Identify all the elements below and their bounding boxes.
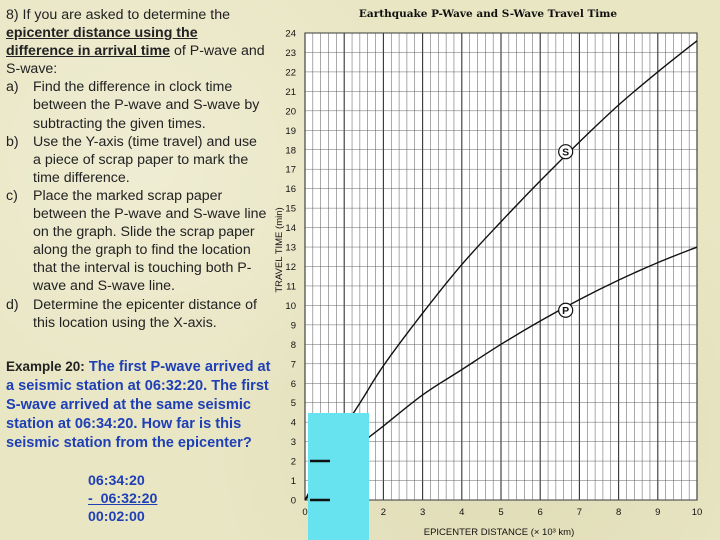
y-tick-label: 5 xyxy=(290,398,296,410)
y-tick-label: 13 xyxy=(285,242,296,254)
y-tick-label: 23 xyxy=(285,47,296,59)
step-item xyxy=(6,78,268,132)
step-text: Find the difference in clock time between the P-wave and S-wave by subtracting the given times. xyxy=(33,79,260,132)
series-label-p: P xyxy=(562,304,570,317)
x-axis-label: EPICENTER DISTANCE (× 10³ km) xyxy=(423,527,575,538)
y-axis-label: TRAVEL TIME (min) xyxy=(274,207,285,293)
calc-line-p-arrival: - 06:32:20 xyxy=(88,491,158,507)
y-tick-label: 16 xyxy=(285,184,296,196)
y-tick-label: 11 xyxy=(286,281,296,293)
y-tick-label: 14 xyxy=(285,223,296,235)
y-tick-label: 3 xyxy=(290,437,296,449)
step-item xyxy=(6,296,268,332)
y-tick-label: 19 xyxy=(285,125,296,137)
calc-line-s-arrival: 06:34:20 xyxy=(88,473,145,489)
y-tick-label: 24 xyxy=(285,28,296,40)
question-underlined-text: epicenter distance using the difference in arrival time xyxy=(6,25,198,60)
y-tick-label: 22 xyxy=(285,67,296,79)
x-tick-label: 3 xyxy=(419,507,426,518)
step-item xyxy=(6,187,268,296)
y-tick-label: 17 xyxy=(285,164,296,176)
question-intro xyxy=(6,6,268,78)
y-tick-label: 6 xyxy=(290,378,296,390)
step-label: a) xyxy=(6,79,19,96)
x-tick-label: 7 xyxy=(576,507,583,518)
x-tick-label: 9 xyxy=(655,507,661,518)
y-tick-label: 18 xyxy=(285,145,296,157)
chart-title: Earthquake P-Wave and S-Wave Travel Time xyxy=(358,8,618,20)
y-tick-label: 0 xyxy=(290,495,296,507)
time-difference-calculation xyxy=(88,472,157,526)
x-tick-label: 8 xyxy=(615,507,622,518)
question-line-rest: of P-wave and S-wave: xyxy=(6,43,265,78)
y-tick-label: 7 xyxy=(290,359,296,371)
step-label: d) xyxy=(6,296,19,313)
scrap-paper-marker[interactable] xyxy=(308,413,369,540)
question-line1: 8) If you are asked to determine the xyxy=(6,7,230,23)
y-tick-label: 4 xyxy=(290,417,296,429)
step-list xyxy=(6,78,268,331)
x-tick-label: 5 xyxy=(498,507,504,518)
x-tick-label: 2 xyxy=(380,507,387,518)
step-label: c) xyxy=(6,187,18,204)
y-tick-label: 21 xyxy=(285,86,296,98)
step-text: Determine the epicenter distance of this location using the X-axis. xyxy=(33,296,257,331)
y-tick-label: 20 xyxy=(285,106,296,118)
step-text: Use the Y-axis (time travel) and use a piece of scrap paper to mark the time difference. xyxy=(33,133,257,186)
y-tick-label: 10 xyxy=(285,300,296,312)
x-tick-label: 10 xyxy=(691,507,703,518)
y-tick-label: 8 xyxy=(290,339,296,351)
y-tick-label: 12 xyxy=(285,262,296,273)
step-item xyxy=(6,133,268,187)
step-label: b) xyxy=(6,133,19,150)
calc-line-result: 00:02:00 xyxy=(88,509,145,525)
example-label: Example 20: xyxy=(6,359,85,374)
example-text: The first P-wave arrived at a seismic station at 06:32:20. The first S-wave arrived at the same seismic station at 06:34:20. How far is this seismic station from the epicenter? xyxy=(6,359,271,451)
step-text: Place the marked scrap paper between the P-wave and S-wave line on the graph. Slide the scrap paper along the graph to find the location that the interval is touching both P-wave and S-wave line. xyxy=(33,187,267,295)
series-label-s: S xyxy=(562,146,570,159)
y-tick-label: 1 xyxy=(290,476,296,488)
x-tick-label: 0 xyxy=(302,507,308,518)
y-tick-label: 15 xyxy=(285,203,296,215)
y-tick-label: 2 xyxy=(290,456,296,468)
x-tick-label: 6 xyxy=(537,507,543,518)
x-tick-label: 4 xyxy=(459,507,465,518)
y-tick-label: 9 xyxy=(290,320,296,332)
example-problem xyxy=(6,357,278,453)
question-text xyxy=(6,6,268,332)
